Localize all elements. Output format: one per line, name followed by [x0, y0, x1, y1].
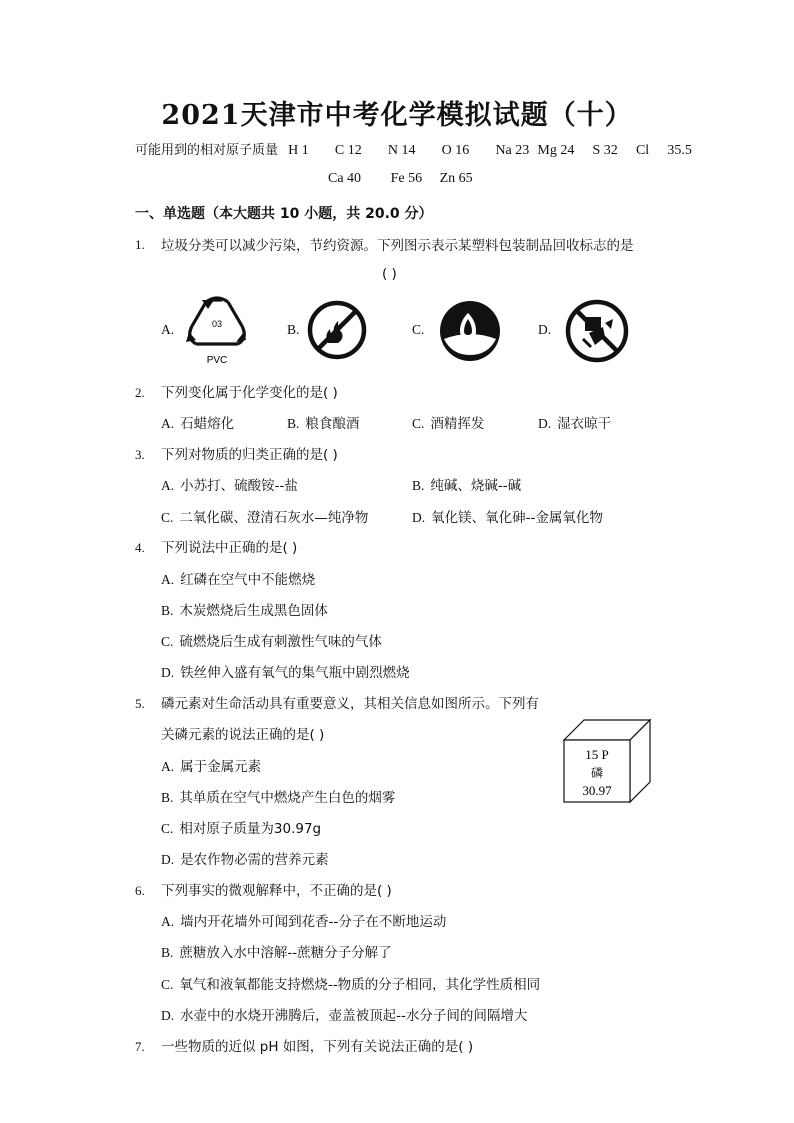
option-text: 墙内开花墙外可闻到花香--分子在不断地运动 [180, 914, 447, 930]
question-number: 5. [135, 696, 145, 711]
option-text: 水壶中的水烧开沸腾后，壶盖被顶起--水分子间的间隔增大 [180, 1008, 528, 1024]
question-number: 3. [135, 447, 145, 462]
option-label: C. [412, 322, 425, 337]
option-b [161, 786, 395, 806]
question-number: 6. [135, 883, 145, 898]
option-text: 木炭燃烧后生成黑色固体 [179, 603, 328, 619]
answer-bracket: ( ) [382, 266, 397, 282]
option-label: C. [412, 416, 425, 431]
mass-ca: Ca 40 [328, 171, 362, 186]
option-text: 酒精挥发 [430, 416, 485, 432]
question-text: 下列变化属于化学变化的是( ) [161, 385, 338, 401]
option-label: D. [538, 322, 552, 337]
question-text: 下列说法中正确的是( ) [161, 540, 298, 556]
option-c [161, 630, 382, 650]
option-text: 氧气和液氧都能支持燃烧--物质的分子相同，其化学性质相同 [179, 977, 541, 993]
question-text: 垃圾分类可以减少污染，节约资源。下列图示表示某塑料包装制品回收标志的是 [161, 238, 634, 254]
no-littering-icon [565, 299, 629, 367]
option-label: C. [161, 977, 174, 992]
question-number: 4. [135, 540, 145, 555]
mass-cl-value: 35.5 [667, 143, 692, 158]
mass-na: Na 23 [495, 143, 530, 158]
atomic-masses-line2 [328, 171, 473, 187]
option-text: 是农作物必需的营养元素 [180, 852, 329, 868]
element-number-symbol: 15 P [585, 747, 609, 762]
option-c [161, 973, 540, 993]
option-label: D. [161, 665, 175, 680]
question-text: 一些物质的近似 pH 如图，下列有关说法正确的是( ) [161, 1039, 474, 1055]
option-label: A. [161, 478, 175, 493]
mass-o: O 16 [441, 143, 470, 158]
question-number: 7. [135, 1039, 145, 1054]
option-c [412, 412, 484, 432]
mass-cl: Cl [635, 143, 650, 158]
option-label: B. [161, 945, 174, 960]
option-label: B. [412, 478, 425, 493]
question-number: 1. [135, 237, 145, 252]
option-d [538, 412, 611, 432]
option-d [161, 661, 410, 681]
question-number: 2. [135, 385, 145, 400]
mass-h: H 1 [288, 143, 309, 158]
option-c [161, 506, 368, 526]
option-c [161, 817, 321, 837]
option-text: 二氧化碳、澄清石灰水—纯净物 [179, 510, 369, 526]
option-a [161, 755, 261, 775]
option-label: A. [161, 914, 175, 929]
option-label: D. [538, 416, 552, 431]
option-label: A. [161, 759, 175, 774]
atomic-masses-intro: 可能用到的相对原子质量 [135, 143, 279, 158]
option-a [161, 910, 446, 930]
recycle-symbol-icon [184, 296, 250, 370]
mass-zn: Zn 65 [439, 171, 473, 186]
option-label: B. [287, 322, 300, 337]
option-d [161, 1004, 527, 1024]
option-text: 铁丝伸入盛有氧气的集气瓶中剧烈燃烧 [180, 665, 410, 681]
option-text: 属于金属元素 [180, 759, 262, 775]
recycle-label: PVC [206, 355, 228, 366]
option-text: 小苏打、硫酸铵--盐 [180, 478, 298, 494]
mass-fe: Fe 56 [390, 171, 423, 186]
option-label: A. [161, 572, 175, 587]
option-text: 纯碱、烧碱--碱 [430, 478, 522, 494]
option-text: 其单质在空气中燃烧产生白色的烟雾 [179, 790, 396, 806]
mass-c: C 12 [334, 143, 362, 158]
option-label: C. [161, 821, 174, 836]
option-label: C. [161, 510, 174, 525]
option-a [161, 568, 315, 588]
option-text: 石蜡熔化 [180, 416, 235, 432]
question-text: 下列对物质的归类正确的是( ) [161, 447, 338, 463]
option-d [161, 848, 329, 868]
question-text-cont: 关磷元素的说法正确的是( ) [161, 727, 325, 743]
option-d [412, 506, 603, 526]
option-label: A. [161, 322, 175, 337]
question-text: 下列事实的微观解释中，不正确的是( ) [161, 883, 392, 899]
option-text: 相对原子质量为30.97g [179, 821, 322, 837]
element-mass: 30.97 [582, 783, 612, 798]
option-text: 粮食酿酒 [305, 416, 360, 432]
mass-mg: Mg 24 [537, 143, 575, 158]
element-cube [562, 718, 654, 810]
mass-n: N 14 [387, 143, 416, 158]
option-a [161, 474, 298, 494]
option-b [161, 599, 328, 619]
option-text: 蔗糖放入水中溶解--蔗糖分子分解了 [179, 945, 392, 961]
option-label: B. [161, 603, 174, 618]
atomic-masses-line1 [135, 139, 692, 159]
option-text: 氧化镁、氧化砷--金属氧化物 [431, 510, 603, 526]
question-text: 磷元素对生命活动具有重要意义，其相关信息如图所示。下列有 [161, 696, 539, 712]
option-text: 硫燃烧后生成有刺激性气味的气体 [179, 634, 382, 650]
option-label: B. [287, 416, 300, 431]
option-b [287, 412, 359, 432]
option-text: 湿衣晾干 [557, 416, 612, 432]
water-saving-icon [438, 299, 502, 367]
no-fire-icon [306, 299, 368, 365]
option-label: B. [161, 790, 174, 805]
option-label: D. [161, 1008, 175, 1023]
option-text: 红磷在空气中不能燃烧 [180, 572, 316, 588]
element-name: 磷 [590, 766, 604, 780]
option-b [412, 474, 521, 494]
option-label: D. [161, 852, 175, 867]
option-a [161, 412, 234, 432]
section-heading: 一、单选题（本大题共 10 小题，共 20.0 分） [135, 206, 433, 222]
page-title: 2021天津市中考化学模拟试题（十） [161, 100, 633, 131]
recycle-code: 03 [211, 319, 223, 329]
option-b [161, 941, 392, 961]
option-label: A. [161, 416, 175, 431]
option-label: D. [412, 510, 426, 525]
mass-s: S 32 [592, 143, 618, 158]
option-label: C. [161, 634, 174, 649]
